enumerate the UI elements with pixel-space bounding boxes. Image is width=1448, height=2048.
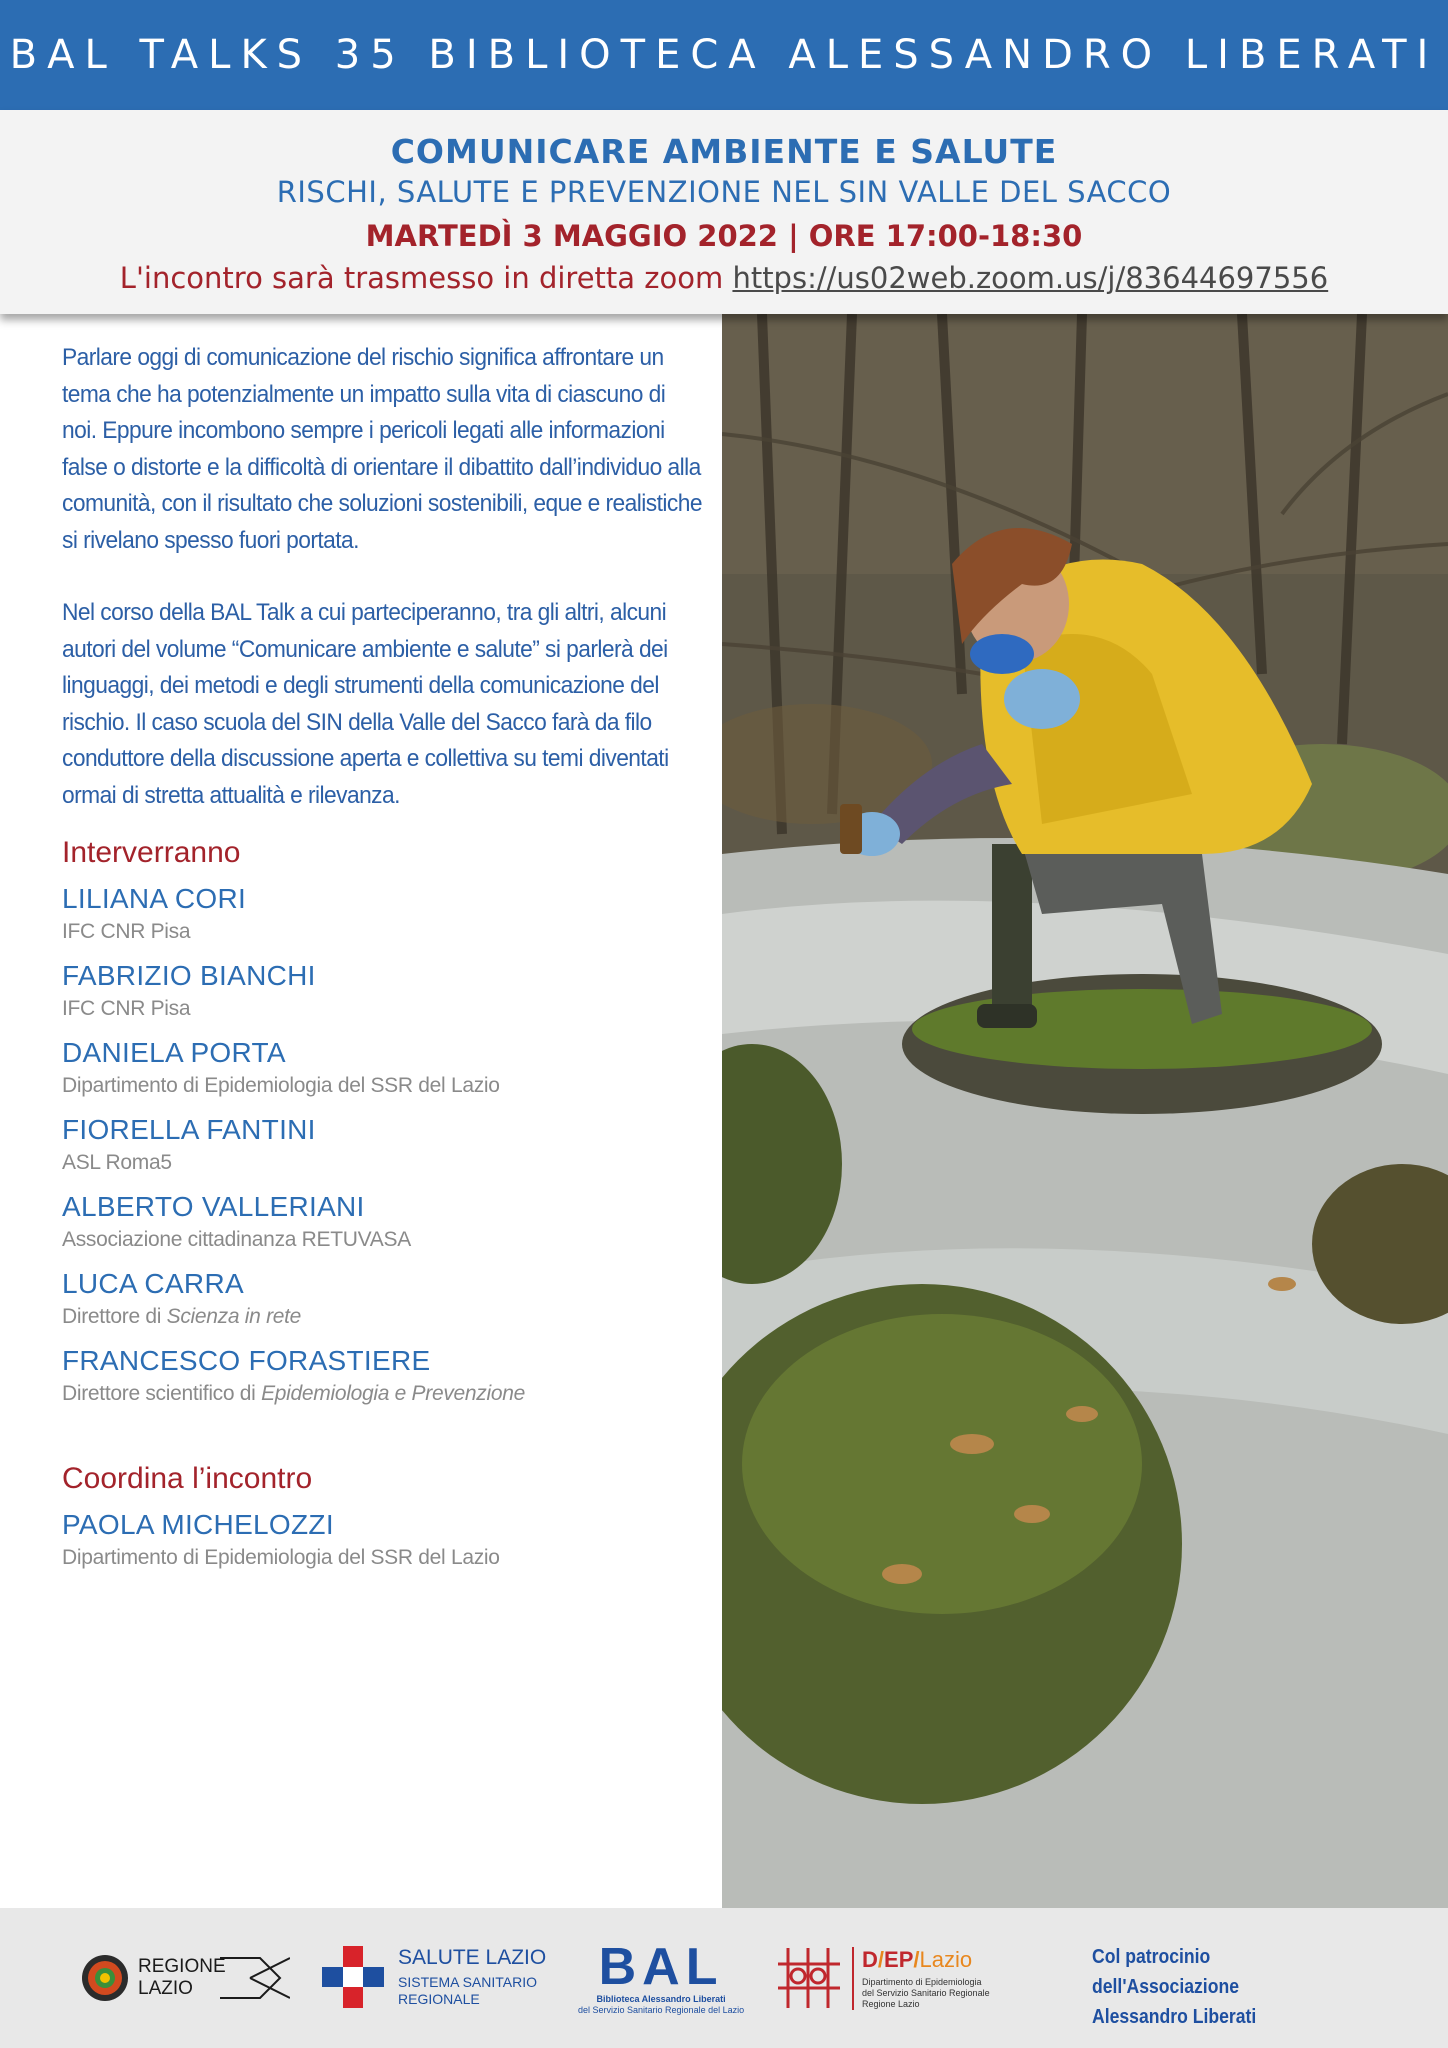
coordinator-name: PAOLA MICHELOZZI: [62, 1509, 334, 1540]
dep-emblem-icon: [778, 1944, 844, 2012]
coordinator-heading: Coordina l’incontro: [62, 1462, 313, 1495]
regione-line1: REGIONE: [138, 1956, 226, 1977]
speaker-name: DANIELA PORTA: [62, 1037, 286, 1068]
salute-line1: SALUTE LAZIO: [398, 1946, 547, 1969]
bal-caption-2: del Servizio Sanitario Regionale del Lazio: [578, 2005, 745, 2015]
intro-paragraph-1: Parlare oggi di comunicazione del rischio significa affrontare un tema che ha potenzialmente un impatto sulla vita di ciascuno di noi. Eppure incombono sempre i pericoli legati alle informazioni false o distorte e la difficoltà di orientare il dibattito dall’individuo alla comunità, con il risultato che soluzioni sostenibili, eque e realistiche si rivelano spesso fuori portata.: [62, 344, 702, 554]
speaker-item: [62, 1036, 702, 1102]
coordinator-item: [62, 1508, 702, 1574]
dep-wordmark: D/EP/Lazio: [862, 1946, 973, 1972]
stream-info: [0, 261, 1448, 295]
speaker-item: [62, 882, 702, 948]
bal-mark: BAL: [598, 1938, 724, 1996]
health-cross-icon: [322, 1946, 384, 2008]
regione-line2: LAZIO: [138, 1978, 193, 1999]
banner-title: BAL TALKS 35 BIBLIOTECA ALESSANDRO LIBERATI: [9, 32, 1439, 78]
speaker-name: FABRIZIO BIANCHI: [62, 960, 316, 991]
dep-d: D: [862, 1946, 878, 1972]
event-header: [0, 110, 1448, 314]
salute-line2: SISTEMA SANITARIO: [398, 1974, 537, 1990]
speakers-heading: Interverranno: [62, 836, 241, 869]
affiliation-prefix: Direttore di: [62, 1305, 167, 1328]
dep-ep: EP: [884, 1946, 914, 1972]
speaker-item: [62, 1344, 702, 1410]
speaker-affiliation: IFC CNR Pisa: [62, 997, 191, 1020]
speaker-affiliation: Dipartimento di Epidemiologia del SSR del Lazio: [62, 1074, 500, 1097]
salute-lazio-logo: [322, 1946, 546, 2008]
zoom-link[interactable]: https://us02web.zoom.us/j/83644697556: [732, 261, 1329, 295]
speakers-section: [62, 836, 702, 1410]
speaker-item: [62, 1267, 702, 1333]
patronage-line1: Col patrocinio dell'Associazione: [1092, 1946, 1239, 1998]
coordinator-section: [62, 1462, 702, 1574]
event-date: MARTEDÌ 3 MAGGIO 2022 | ORE 17:00-18:30: [365, 219, 1083, 253]
speaker-item: [62, 1190, 702, 1256]
dep-sub-2: del Servizio Sanitario Regionale: [862, 1987, 990, 1998]
regione-lazio-swoosh-icon: [220, 1952, 290, 2004]
regione-lazio-logo: [80, 1952, 290, 2004]
intro-paragraph-2: Nel corso della BAL Talk a cui parteciperanno, tra gli altri, alcuni autori del volume “Comunicare ambiente e salute” si parlerà dei linguaggi, dei metodi e degli strumenti della comunicazione del rischio. Il caso scuola del SIN della Valle del Sacco farà da filo conduttore della discussione aperta e collettiva su temi diventati ormai di stretta attualità e rilevanza.: [62, 599, 669, 809]
speaker-affiliation: [62, 1378, 702, 1410]
speaker-name: ALBERTO VALLERIANI: [62, 1191, 365, 1222]
photo-illustration: [722, 314, 1448, 1908]
speaker-affiliation: [62, 1301, 702, 1333]
dep-sub-1: Dipartimento di Epidemiologia: [862, 1976, 982, 1987]
dep-lazio: Lazio: [919, 1946, 973, 1972]
speaker-affiliation: IFC CNR Pisa: [62, 920, 191, 943]
affiliation-publication: Epidemiologia e Prevenzione: [261, 1382, 525, 1405]
speaker-item: [62, 959, 702, 1025]
speaker-name: LILIANA CORI: [62, 883, 247, 914]
hero-photo: [722, 314, 1448, 1908]
patronage-line2: Alessandro Liberati: [1092, 2006, 1257, 2028]
speaker-item: [62, 1113, 702, 1179]
intro-text: [62, 340, 702, 814]
speaker-name: FIORELLA FANTINI: [62, 1114, 316, 1145]
coordinator-affiliation: Dipartimento di Epidemiologia del SSR del Lazio: [62, 1546, 500, 1569]
salute-line3: REGIONALE: [398, 1991, 480, 2007]
affiliation-prefix: Direttore scientifico di: [62, 1382, 262, 1405]
regione-lazio-emblem-icon: [80, 1953, 130, 2003]
dep-text: [852, 1947, 990, 2010]
bal-caption-1: Biblioteca Alessandro Liberati: [596, 1994, 726, 2004]
regione-lazio-text: [138, 1956, 226, 2000]
patronage-text: [1092, 1942, 1347, 2032]
footer-logos: [0, 1908, 1448, 2048]
content-column: [62, 340, 702, 1585]
speaker-affiliation: ASL Roma5: [62, 1151, 172, 1174]
bal-logo: [578, 1940, 744, 2016]
speaker-affiliation: Associazione cittadinanza RETUVASA: [62, 1228, 411, 1251]
affiliation-publication: Scienza in rete: [166, 1305, 302, 1328]
dep-lazio-logo: [778, 1944, 990, 2012]
top-banner: [0, 0, 1448, 110]
speaker-name: FRANCESCO FORASTIERE: [62, 1345, 431, 1376]
speaker-name: LUCA CARRA: [62, 1268, 244, 1299]
salute-lazio-text: [398, 1946, 546, 2008]
event-title: COMUNICARE AMBIENTE E SALUTE: [390, 132, 1058, 171]
event-subtitle: RISCHI, SALUTE E PREVENZIONE NEL SIN VALLE DEL SACCO: [276, 175, 1172, 209]
dep-sub-3: Regione Lazio: [862, 1998, 920, 2009]
stream-text: L'incontro sarà trasmesso in diretta zoom: [119, 261, 724, 295]
